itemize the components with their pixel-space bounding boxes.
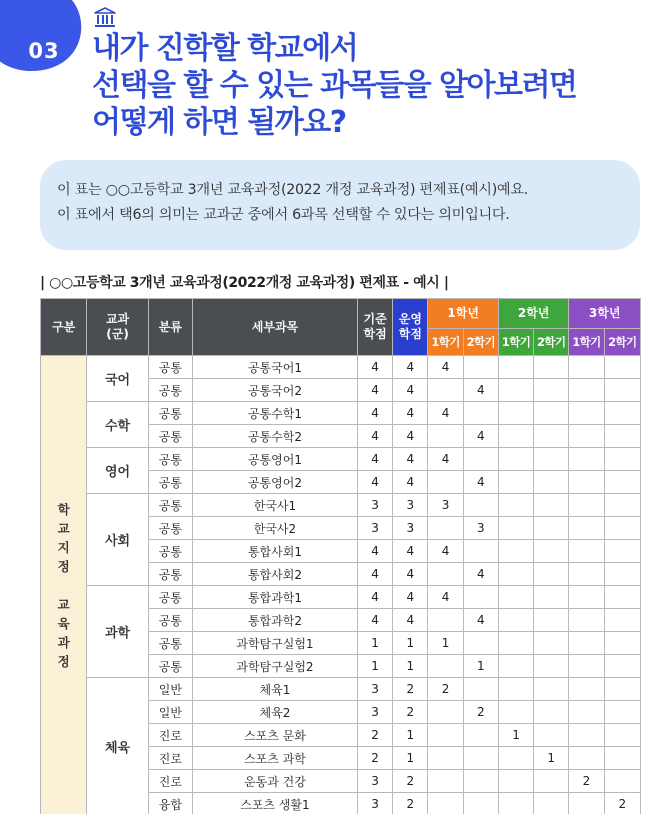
op-credit-cell: 4	[393, 471, 428, 494]
semester-credit-cell	[428, 379, 463, 402]
semester-credit-cell: 4	[463, 563, 498, 586]
semester-credit-cell	[569, 540, 604, 563]
semester-credit-cell	[463, 747, 498, 770]
base-credit-cell: 3	[358, 517, 393, 540]
semester-credit-cell	[569, 448, 604, 471]
course-cell: 스포츠 생활1	[192, 793, 357, 814]
semester-credit-cell	[569, 724, 604, 747]
op-credit-cell: 4	[393, 425, 428, 448]
semester-credit-cell	[534, 793, 569, 814]
header-semester: 1학기	[498, 329, 533, 356]
type-cell: 진로	[148, 724, 192, 747]
header-base-credit-line: 기준	[363, 312, 387, 326]
category-char: 정	[57, 654, 70, 669]
type-cell: 공통	[148, 586, 192, 609]
semester-credit-cell	[534, 517, 569, 540]
type-cell: 공통	[148, 632, 192, 655]
semester-credit-cell	[569, 494, 604, 517]
curriculum-table-container	[40, 298, 641, 814]
course-cell: 운동과 건강	[192, 770, 357, 793]
semester-credit-cell: 4	[463, 425, 498, 448]
semester-credit-cell	[534, 471, 569, 494]
semester-credit-cell	[569, 517, 604, 540]
semester-credit-cell	[604, 471, 640, 494]
semester-credit-cell	[428, 701, 463, 724]
op-credit-cell: 4	[393, 586, 428, 609]
semester-credit-cell	[498, 632, 533, 655]
op-credit-cell: 4	[393, 448, 428, 471]
semester-credit-cell	[604, 379, 640, 402]
type-cell: 공통	[148, 563, 192, 586]
op-credit-cell: 1	[393, 724, 428, 747]
semester-credit-cell	[534, 356, 569, 379]
semester-credit-cell	[428, 609, 463, 632]
op-credit-cell: 1	[393, 747, 428, 770]
table-row	[41, 402, 641, 425]
base-credit-cell: 3	[358, 793, 393, 814]
semester-credit-cell: 2	[569, 770, 604, 793]
type-cell: 융합	[148, 793, 192, 814]
semester-credit-cell	[604, 632, 640, 655]
curriculum-table	[40, 298, 641, 814]
base-credit-cell: 4	[358, 379, 393, 402]
category-char: 육	[57, 616, 70, 631]
type-cell: 진로	[148, 747, 192, 770]
semester-credit-cell	[463, 793, 498, 814]
semester-credit-cell: 1	[428, 632, 463, 655]
header-semester: 2학기	[463, 329, 498, 356]
base-credit-cell: 2	[358, 747, 393, 770]
semester-credit-cell	[569, 632, 604, 655]
semester-credit-cell	[534, 402, 569, 425]
semester-credit-cell	[428, 770, 463, 793]
course-cell: 공통국어2	[192, 379, 357, 402]
semester-credit-cell	[604, 770, 640, 793]
semester-credit-cell	[534, 563, 569, 586]
subject-group-cell: 국어	[87, 356, 149, 402]
semester-credit-cell	[428, 724, 463, 747]
header-year-2: 2학년	[498, 299, 568, 329]
type-cell: 공통	[148, 609, 192, 632]
category-cell	[41, 356, 87, 814]
base-credit-cell: 3	[358, 678, 393, 701]
semester-credit-cell	[428, 425, 463, 448]
type-cell: 공통	[148, 471, 192, 494]
base-credit-cell: 3	[358, 494, 393, 517]
semester-credit-cell	[498, 770, 533, 793]
semester-credit-cell	[604, 701, 640, 724]
semester-credit-cell: 1	[498, 724, 533, 747]
semester-credit-cell	[604, 494, 640, 517]
subject-group-cell: 체육	[87, 678, 149, 814]
course-cell: 통합사회2	[192, 563, 357, 586]
header-gyogwa-line: 교과	[105, 312, 130, 326]
semester-credit-cell	[569, 356, 604, 379]
school-building-icon	[93, 6, 117, 30]
semester-credit-cell	[569, 425, 604, 448]
semester-credit-cell	[498, 678, 533, 701]
header-base-credit-line: 학점	[363, 327, 387, 341]
subject-group-cell: 수학	[87, 402, 149, 448]
semester-credit-cell: 2	[428, 678, 463, 701]
semester-credit-cell	[534, 770, 569, 793]
type-cell: 일반	[148, 701, 192, 724]
semester-credit-cell	[498, 747, 533, 770]
semester-credit-cell	[463, 678, 498, 701]
semester-credit-cell	[534, 678, 569, 701]
course-cell: 체육1	[192, 678, 357, 701]
semester-credit-cell	[534, 425, 569, 448]
semester-credit-cell	[569, 471, 604, 494]
header-semester: 2학기	[604, 329, 640, 356]
op-credit-cell: 4	[393, 609, 428, 632]
semester-credit-cell	[534, 540, 569, 563]
table-title: | ○○고등학교 3개년 교육과정(2022개정 교육과정) 편제표 - 예시 |	[40, 275, 449, 291]
category-char: 교	[57, 597, 70, 612]
semester-credit-cell: 2	[463, 701, 498, 724]
semester-credit-cell	[463, 586, 498, 609]
semester-credit-cell	[604, 747, 640, 770]
semester-credit-cell	[463, 494, 498, 517]
semester-credit-cell	[428, 655, 463, 678]
semester-credit-cell: 4	[463, 609, 498, 632]
type-cell: 공통	[148, 540, 192, 563]
semester-credit-cell	[604, 609, 640, 632]
semester-credit-cell: 4	[463, 471, 498, 494]
page-title	[92, 30, 642, 141]
base-credit-cell: 3	[358, 770, 393, 793]
semester-credit-cell	[534, 609, 569, 632]
semester-credit-cell	[463, 448, 498, 471]
category-char: 과	[57, 635, 70, 650]
semester-credit-cell	[463, 402, 498, 425]
semester-credit-cell	[604, 356, 640, 379]
section-number: 03	[28, 39, 60, 63]
semester-credit-cell	[604, 655, 640, 678]
title-line: 어떻게 하면 될까요?	[92, 105, 346, 140]
info-text: 이 표에서 택6의 의미는 교과군 중에서 6과목 선택할 수 있다는 의미입니다.	[57, 207, 510, 223]
type-cell: 진로	[148, 770, 192, 793]
category-char: 학	[57, 502, 70, 517]
course-cell: 공통수학1	[192, 402, 357, 425]
semester-credit-cell	[498, 517, 533, 540]
semester-credit-cell	[498, 586, 533, 609]
base-credit-cell: 4	[358, 402, 393, 425]
course-cell: 과학탐구실험2	[192, 655, 357, 678]
base-credit-cell: 4	[358, 448, 393, 471]
op-credit-cell: 4	[393, 563, 428, 586]
base-credit-cell: 4	[358, 471, 393, 494]
op-credit-cell: 2	[393, 793, 428, 814]
semester-credit-cell	[569, 586, 604, 609]
header-op-credit-line: 학점	[398, 327, 422, 341]
semester-credit-cell	[428, 563, 463, 586]
semester-credit-cell: 4	[428, 402, 463, 425]
info-box	[40, 160, 640, 250]
base-credit-cell: 1	[358, 632, 393, 655]
semester-credit-cell	[569, 379, 604, 402]
base-credit-cell: 1	[358, 655, 393, 678]
title-line: 선택을 할 수 있는 과목들을 알아보려면	[92, 68, 577, 103]
semester-credit-cell	[569, 402, 604, 425]
op-credit-cell: 4	[393, 402, 428, 425]
type-cell: 공통	[148, 655, 192, 678]
semester-credit-cell	[604, 678, 640, 701]
semester-credit-cell	[498, 540, 533, 563]
semester-credit-cell	[534, 632, 569, 655]
semester-credit-cell	[604, 540, 640, 563]
semester-credit-cell	[569, 678, 604, 701]
subject-group-cell: 영어	[87, 448, 149, 494]
base-credit-cell: 4	[358, 425, 393, 448]
base-credit-cell: 3	[358, 701, 393, 724]
category-char: 교	[57, 521, 70, 536]
semester-credit-cell: 4	[428, 586, 463, 609]
semester-credit-cell	[498, 448, 533, 471]
op-credit-cell: 1	[393, 655, 428, 678]
semester-credit-cell	[534, 655, 569, 678]
semester-credit-cell	[604, 402, 640, 425]
subject-group-cell: 사회	[87, 494, 149, 586]
semester-credit-cell	[498, 425, 533, 448]
semester-credit-cell	[498, 609, 533, 632]
op-credit-cell: 1	[393, 632, 428, 655]
header-year-1: 1학년	[428, 299, 498, 329]
header-semester: 1학기	[428, 329, 463, 356]
header-year-3: 3학년	[569, 299, 641, 329]
semester-credit-cell	[569, 609, 604, 632]
header-bunryu: 분류	[148, 299, 192, 356]
semester-credit-cell	[428, 517, 463, 540]
semester-credit-cell	[534, 724, 569, 747]
semester-credit-cell	[498, 379, 533, 402]
table-row	[41, 586, 641, 609]
semester-credit-cell	[569, 793, 604, 814]
semester-credit-cell	[463, 632, 498, 655]
info-text: 이 표는 ○○고등학교 3개년 교육과정(2022 개정 교육과정) 편제표(예시)예요.	[57, 182, 528, 198]
category-char: 지	[57, 540, 70, 555]
semester-credit-cell	[428, 747, 463, 770]
header-gyogwa	[87, 299, 149, 356]
semester-credit-cell	[604, 425, 640, 448]
category-char: 정	[57, 559, 70, 574]
base-credit-cell: 4	[358, 563, 393, 586]
type-cell: 공통	[148, 448, 192, 471]
semester-credit-cell	[463, 770, 498, 793]
semester-credit-cell	[498, 494, 533, 517]
semester-credit-cell	[428, 471, 463, 494]
header-semester: 1학기	[569, 329, 604, 356]
course-cell: 스포츠 과학	[192, 747, 357, 770]
op-credit-cell: 2	[393, 678, 428, 701]
semester-credit-cell	[569, 563, 604, 586]
op-credit-cell: 3	[393, 517, 428, 540]
base-credit-cell: 2	[358, 724, 393, 747]
header-op-credit-line: 운영	[398, 312, 422, 326]
subject-group-cell: 과학	[87, 586, 149, 678]
course-cell: 한국사2	[192, 517, 357, 540]
header-course: 세부과목	[192, 299, 357, 356]
course-cell: 체육2	[192, 701, 357, 724]
semester-credit-cell	[498, 402, 533, 425]
header-gubun: 구분	[41, 299, 87, 356]
semester-credit-cell	[604, 586, 640, 609]
op-credit-cell: 3	[393, 494, 428, 517]
type-cell: 공통	[148, 379, 192, 402]
category-char	[41, 576, 86, 595]
course-cell: 과학탐구실험1	[192, 632, 357, 655]
curriculum-table-body	[41, 356, 641, 814]
course-cell: 통합과학2	[192, 609, 357, 632]
semester-credit-cell	[498, 701, 533, 724]
base-credit-cell: 4	[358, 540, 393, 563]
semester-credit-cell	[569, 655, 604, 678]
header-semester: 2학기	[534, 329, 569, 356]
base-credit-cell: 4	[358, 586, 393, 609]
semester-credit-cell	[604, 724, 640, 747]
base-credit-cell: 4	[358, 609, 393, 632]
op-credit-cell: 4	[393, 379, 428, 402]
type-cell: 공통	[148, 517, 192, 540]
semester-credit-cell	[534, 701, 569, 724]
type-cell: 일반	[148, 678, 192, 701]
op-credit-cell: 4	[393, 356, 428, 379]
semester-credit-cell: 1	[534, 747, 569, 770]
semester-credit-cell	[463, 724, 498, 747]
semester-credit-cell	[463, 356, 498, 379]
header-gyogwa-line: (군)	[106, 327, 129, 341]
op-credit-cell: 4	[393, 540, 428, 563]
header-op-credit	[393, 299, 428, 356]
semester-credit-cell: 4	[463, 379, 498, 402]
semester-credit-cell	[569, 701, 604, 724]
title-line: 내가 진학할 학교에서	[92, 31, 358, 66]
semester-credit-cell: 3	[428, 494, 463, 517]
table-row	[41, 678, 641, 701]
semester-credit-cell: 4	[428, 448, 463, 471]
course-cell: 공통국어1	[192, 356, 357, 379]
table-row	[41, 356, 641, 379]
semester-credit-cell	[463, 540, 498, 563]
semester-credit-cell	[428, 793, 463, 814]
semester-credit-cell: 2	[604, 793, 640, 814]
op-credit-cell: 2	[393, 701, 428, 724]
semester-credit-cell	[498, 356, 533, 379]
course-cell: 통합사회1	[192, 540, 357, 563]
semester-credit-cell	[604, 517, 640, 540]
type-cell: 공통	[148, 494, 192, 517]
semester-credit-cell	[604, 563, 640, 586]
course-cell: 통합과학1	[192, 586, 357, 609]
header-base-credit	[358, 299, 393, 356]
op-credit-cell: 2	[393, 770, 428, 793]
semester-credit-cell: 4	[428, 356, 463, 379]
semester-credit-cell	[569, 747, 604, 770]
course-cell: 한국사1	[192, 494, 357, 517]
semester-credit-cell	[604, 448, 640, 471]
semester-credit-cell: 3	[463, 517, 498, 540]
semester-credit-cell	[498, 793, 533, 814]
semester-credit-cell	[534, 494, 569, 517]
semester-credit-cell	[534, 586, 569, 609]
table-row	[41, 448, 641, 471]
semester-credit-cell	[534, 448, 569, 471]
semester-credit-cell	[498, 563, 533, 586]
type-cell: 공통	[148, 356, 192, 379]
course-cell: 공통수학2	[192, 425, 357, 448]
type-cell: 공통	[148, 425, 192, 448]
course-cell: 공통영어1	[192, 448, 357, 471]
course-cell: 공통영어2	[192, 471, 357, 494]
type-cell: 공통	[148, 402, 192, 425]
semester-credit-cell	[534, 379, 569, 402]
base-credit-cell: 4	[358, 356, 393, 379]
semester-credit-cell: 1	[463, 655, 498, 678]
semester-credit-cell: 4	[428, 540, 463, 563]
course-cell: 스포츠 문화	[192, 724, 357, 747]
table-row	[41, 494, 641, 517]
semester-credit-cell	[498, 471, 533, 494]
semester-credit-cell	[498, 655, 533, 678]
